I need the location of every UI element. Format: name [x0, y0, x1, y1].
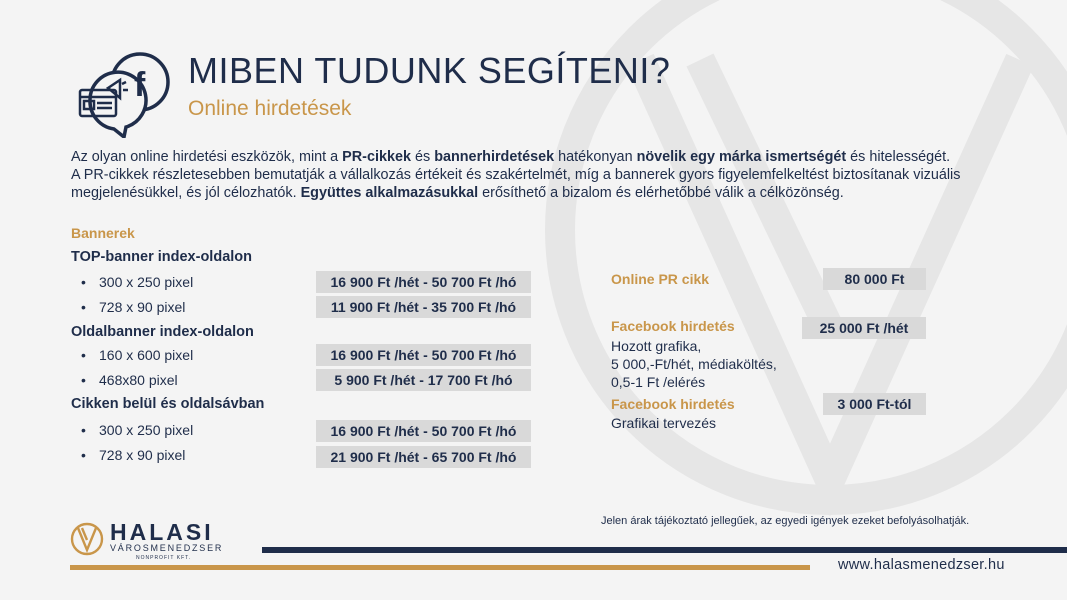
brand-name: HALASI [110, 519, 214, 545]
brand-legal-form: NONPROFIT KFT. [136, 555, 192, 561]
website-link[interactable]: www.halasmenedzser.hu [838, 557, 1005, 573]
group-title-side-banner: Oldalbanner index-oldalon [71, 324, 254, 340]
facebook-design-price: 3 000 Ft-tól [823, 393, 926, 415]
facebook-design-details: Grafikai tervezés [611, 415, 717, 431]
price-badge: 16 900 Ft /hét - 50 700 Ft /hó [316, 344, 531, 366]
price-disclaimer: Jelen árak tájékoztató jellegűek, az egyedi igények ezeket befolyásolhatják. [601, 515, 970, 527]
intro-paragraph: Az olyan online hirdetési eszközök, mint a PR-cikkek és bannerhirdetések hatékonyan növelik egy márka ismertségét és hitelességét. A PR-cikkek részletesebben bemutatják a vállalkozás értékeit és szakértelmét, míg a bannerek gyors figyelemfelkeltést biztosítanak vizuális megjelenésükkel, és jól célozhatók. Együttes alkalmazásukkal erősíthető a bizalom és elérhetőbbé válik a célközönség. [71, 149, 961, 201]
halasi-logo-icon [70, 522, 104, 556]
facebook-ad-details: Hozott grafika, 5 000,-Ft/hét, médiaköltés, 0,5-1 Ft /elérés [611, 338, 777, 390]
pr-article-price: 80 000 Ft [823, 268, 926, 290]
price-badge: 21 900 Ft /hét - 65 700 Ft /hó [316, 446, 531, 468]
page-subtitle: Online hirdetések [188, 97, 352, 120]
footer-divider-navy [262, 547, 1067, 553]
page-title: MIBEN TUDUNK SEGÍTENI? [188, 50, 671, 91]
footer-divider-gold [70, 565, 810, 570]
list-item-size: • 160 x 600 pixel [71, 347, 193, 363]
brand-subtitle: VÁROSMENEDZSER [110, 543, 224, 553]
facebook-ad-label: Facebook hirdetés [611, 318, 735, 334]
price-badge: 11 900 Ft /hét - 35 700 Ft /hó [316, 296, 531, 318]
price-badge: 16 900 Ft /hét - 50 700 Ft /hó [316, 420, 531, 442]
facebook-design-label: Facebook hirdetés [611, 396, 735, 412]
price-badge: 5 900 Ft /hét - 17 700 Ft /hó [316, 369, 531, 391]
price-badge: 16 900 Ft /hét - 50 700 Ft /hó [316, 271, 531, 293]
list-item-size: • 300 x 250 pixel [71, 274, 193, 290]
facebook-ad-speech-bubble-icon [70, 50, 175, 138]
pr-article-label: Online PR cikk [611, 271, 710, 287]
group-title-top-banner: TOP-banner index-oldalon [71, 249, 252, 265]
list-item-size: • 468x80 pixel [71, 372, 178, 388]
list-item-size: • 728 x 90 pixel [71, 299, 185, 315]
group-title-in-article: Cikken belül és oldalsávban [71, 396, 265, 412]
facebook-ad-price: 25 000 Ft /hét [802, 317, 926, 339]
svg-text:f: f [134, 66, 146, 104]
list-item-size: • 300 x 250 pixel [71, 422, 193, 438]
banners-heading: Bannerek [71, 225, 135, 241]
list-item-size: • 728 x 90 pixel [71, 447, 185, 463]
